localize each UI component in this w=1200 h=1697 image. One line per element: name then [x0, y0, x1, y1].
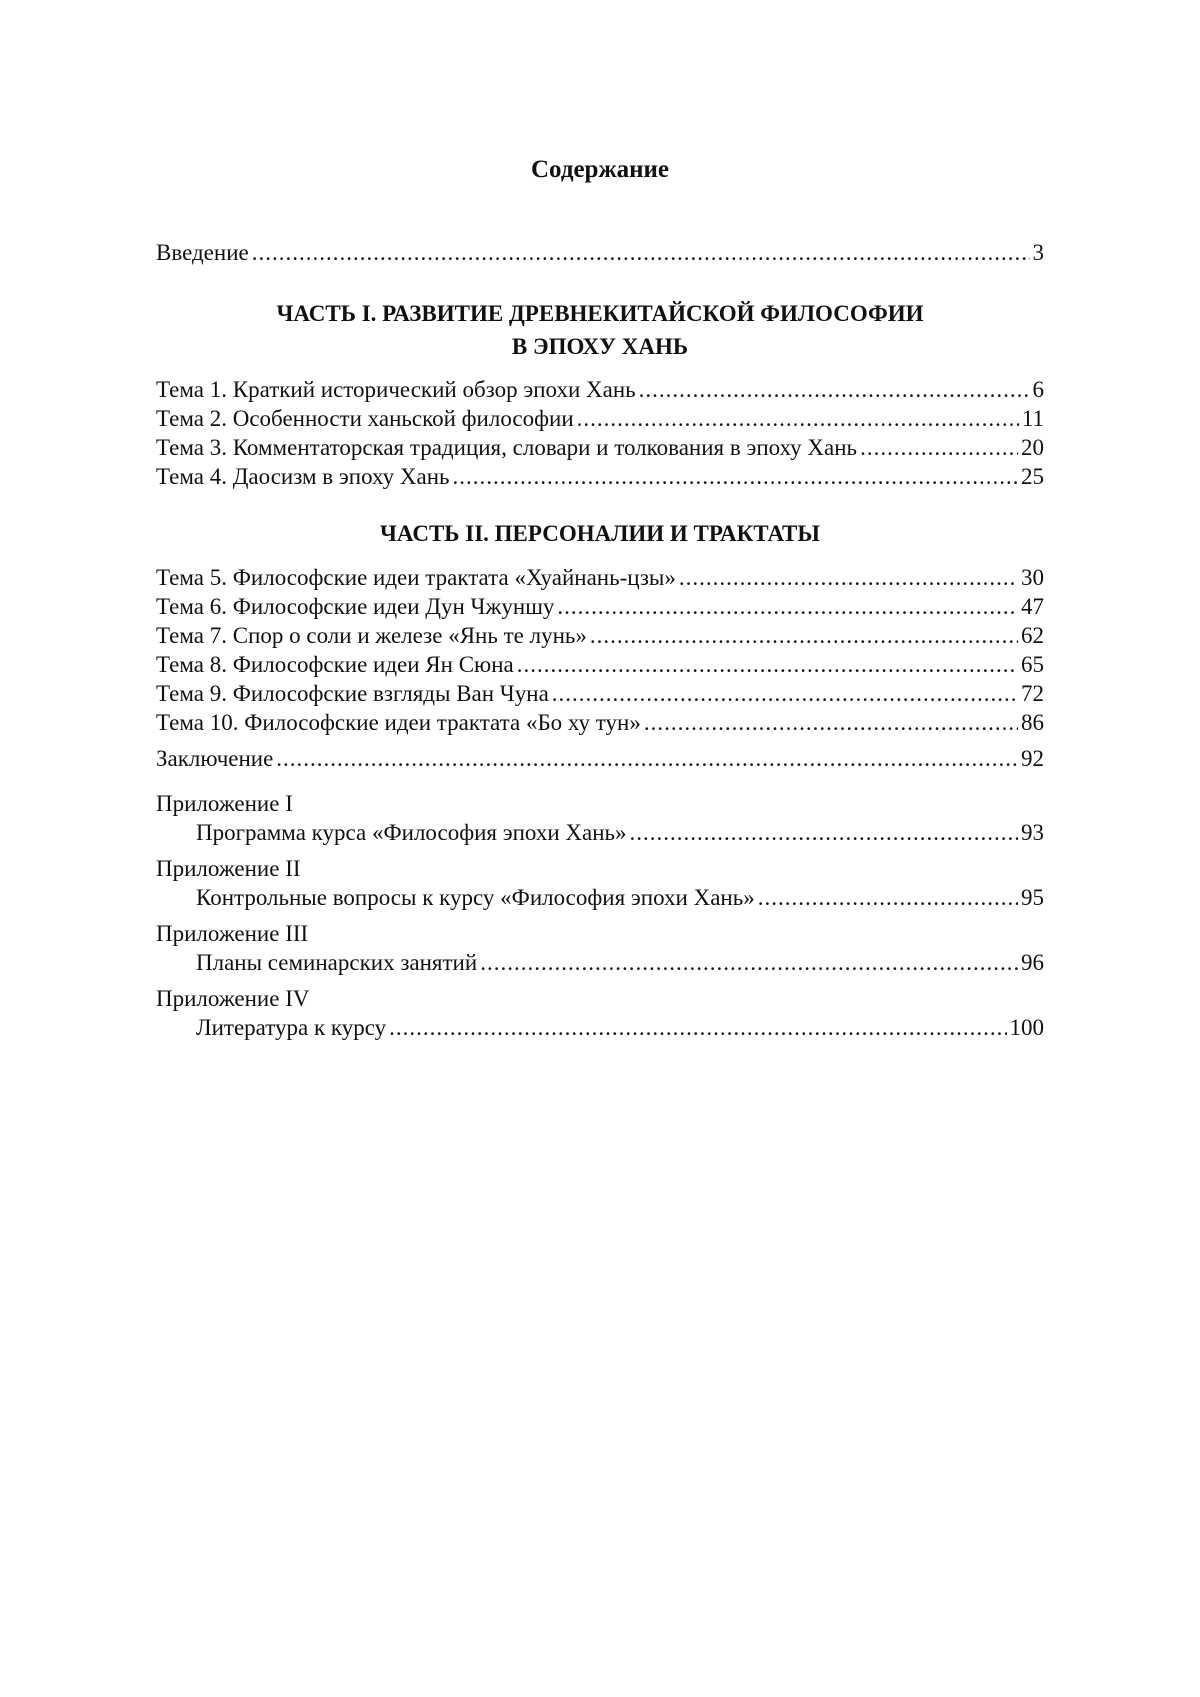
- appendix-4-title: Приложение IV: [156, 986, 310, 1011]
- toc-entry-label: Тема 3. Комментаторская традиция, словари и толкования в эпоху Хань: [156, 435, 858, 460]
- toc-entry-page: 92: [1021, 746, 1044, 771]
- dot-leader: [758, 883, 1018, 913]
- toc-entry-page: 3: [1032, 240, 1044, 265]
- dot-leader: [389, 1013, 1006, 1043]
- toc-entry-label: Тема 1. Краткий исторический обзор эпохи Хань: [156, 377, 636, 402]
- toc-entry-page: 95: [1021, 885, 1044, 910]
- dot-leader: [557, 592, 1018, 622]
- dot-leader: [590, 621, 1018, 651]
- toc-entry-appendix-4[interactable]: [196, 1013, 1044, 1043]
- toc-entry-label: Тема 10. Философские идеи трактата «Бо ху тун»: [156, 710, 641, 735]
- toc-entry-label: Планы семинарских занятий: [196, 950, 478, 975]
- toc-entry-label: Заключение: [156, 746, 274, 771]
- page: [156, 0, 1044, 1697]
- dot-leader: [480, 948, 1018, 978]
- toc-entry-label: Тема 5. Философские идеи трактата «Хуайнань-цзы»: [156, 565, 676, 590]
- toc-entry-intro[interactable]: [156, 238, 1044, 268]
- dot-leader: [577, 404, 1019, 434]
- toc-entry-page: 96: [1021, 950, 1044, 975]
- appendix-1-title: Приложение I: [156, 791, 293, 816]
- toc-title: Содержание: [530, 156, 669, 183]
- toc-entry-appendix-3[interactable]: [196, 948, 1044, 978]
- toc-entry-label: Тема 2. Особенности ханьской философии: [156, 406, 574, 431]
- toc-entry-appendix-1[interactable]: [196, 818, 1044, 848]
- toc-entry-label: Тема 7. Спор о соли и железе «Янь те лунь»: [156, 623, 587, 648]
- toc-entry-label: Тема 9. Философские взгляды Ван Чуна: [156, 681, 549, 706]
- dot-leader: [679, 563, 1018, 593]
- toc-entry-topic-6[interactable]: [156, 592, 1044, 622]
- dot-leader: [644, 708, 1018, 738]
- dot-leader: [860, 433, 1018, 463]
- toc-entry-page: 20: [1021, 435, 1044, 460]
- toc-entry-label: Тема 8. Философские идеи Ян Сюна: [156, 652, 514, 677]
- toc-entry-page: 47: [1021, 594, 1044, 619]
- appendix-2-title: Приложение II: [156, 856, 301, 881]
- toc-entry-topic-4[interactable]: [156, 462, 1044, 492]
- toc-entry-topic-7[interactable]: [156, 621, 1044, 651]
- dot-leader: [639, 375, 1030, 405]
- toc-entry-page: 25: [1021, 464, 1044, 489]
- toc-entry-topic-1[interactable]: [156, 375, 1044, 405]
- toc-entry-topic-5[interactable]: [156, 563, 1044, 593]
- dot-leader: [276, 744, 1018, 774]
- toc-entry-page: 86: [1021, 710, 1044, 735]
- toc-entry-label: Литература к курсу: [196, 1015, 387, 1040]
- toc-entry-label: Тема 4. Даосизм в эпоху Хань: [156, 464, 450, 489]
- part-2-heading: ЧАСТЬ II. ПЕРСОНАЛИИ И ТРАКТАТЫ: [380, 521, 820, 546]
- toc-entry-page: 11: [1021, 406, 1044, 431]
- toc-entry-topic-8[interactable]: [156, 650, 1044, 680]
- toc-entry-label: Введение: [156, 240, 249, 265]
- toc-entry-page: 72: [1021, 681, 1044, 706]
- toc-entry-appendix-2[interactable]: [196, 883, 1044, 913]
- toc-entry-page: 100: [1009, 1015, 1044, 1040]
- toc-entry-topic-3[interactable]: [156, 433, 1044, 463]
- toc-entry-page: 62: [1021, 623, 1044, 648]
- toc-entry-label: Тема 6. Философские идеи Дун Чжуншу: [156, 594, 555, 619]
- dot-leader: [252, 238, 1030, 268]
- dot-leader: [453, 462, 1019, 492]
- toc-entry-page: 6: [1032, 377, 1044, 402]
- appendix-3-title: Приложение III: [156, 921, 309, 946]
- toc-entry-page: 30: [1021, 565, 1044, 590]
- toc-entry-label: Программа курса «Философия эпохи Хань»: [196, 820, 627, 845]
- toc-entry-label: Контрольные вопросы к курсу «Философия эпохи Хань»: [196, 885, 755, 910]
- dot-leader: [630, 818, 1018, 848]
- toc-entry-topic-10[interactable]: [156, 708, 1044, 738]
- toc-entry-topic-9[interactable]: [156, 679, 1044, 709]
- part-1-heading-line-2: В ЭПОХУ ХАНЬ: [511, 334, 689, 359]
- toc-entry-page: 93: [1021, 820, 1044, 845]
- dot-leader: [517, 650, 1018, 680]
- toc-entry-conclusion[interactable]: [156, 744, 1044, 774]
- dot-leader: [552, 679, 1018, 709]
- toc-entry-topic-2[interactable]: [156, 404, 1044, 434]
- toc-entry-page: 65: [1021, 652, 1044, 677]
- part-1-heading-line-1: ЧАСТЬ I. РАЗВИТИЕ ДРЕВНЕКИТАЙСКОЙ ФИЛОСОФИИ: [276, 301, 924, 326]
- part-1-heading: [156, 297, 1044, 363]
